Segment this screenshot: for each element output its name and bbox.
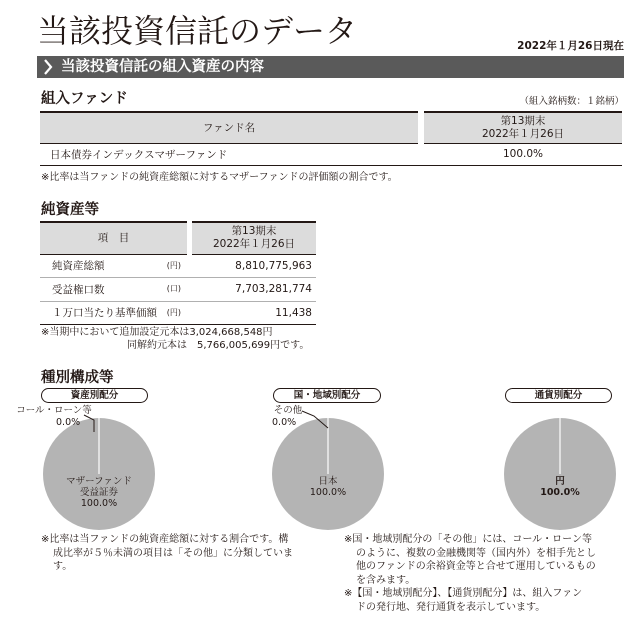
row-value: 11,438: [192, 301, 316, 325]
table-row: [40, 278, 316, 302]
net-assets-note-1: ※当期中において追加設定元本は3,024,668,548円: [41, 327, 273, 338]
funds-section-title: 組入ファンド: [41, 91, 128, 107]
chevron-right-icon: [43, 59, 53, 75]
row-label: [40, 254, 187, 278]
table-row: [40, 254, 316, 278]
net-assets-note-2: 同解約元本は 5,766,005,699円です。: [127, 340, 310, 351]
as-of-date: 2022年１月26日現在: [517, 40, 624, 52]
pie-chart-region: [272, 418, 384, 530]
funds-header-period-label: 第13期末: [500, 114, 546, 127]
net-assets-header-period: [192, 222, 316, 254]
pie-main-label: [504, 476, 616, 498]
composition-note-left-3: す。: [53, 561, 73, 572]
pie-small-value: 0.0%: [272, 417, 297, 428]
pie-main-label-line: 円: [555, 476, 565, 487]
row-unit: (円): [166, 260, 181, 270]
row-label-text: 受益権口数: [52, 283, 105, 296]
leader-line: [80, 414, 100, 432]
pie-small-label: その他: [273, 405, 303, 416]
composition-note-right-3: 他のファンドの余裕資金等と合せて運用しているもの: [356, 561, 596, 572]
row-unit: (円): [166, 307, 181, 317]
row-value: 7,703,281,774: [192, 278, 316, 302]
composition-note-right-4: を含みます。: [356, 574, 416, 586]
funds-count-note: （組入銘柄数：１銘柄）: [519, 96, 624, 107]
net-assets-header-period-label: 第13期末: [231, 225, 277, 238]
pie-main-label: [272, 476, 384, 498]
composition-note-right-5: ※【国・地域別配分】、【通貨別配分】は、組入ファン: [344, 588, 583, 599]
row-label-text: 純資産総額: [52, 260, 105, 273]
composition-note-left-2: 成比率が５％未満の項目は「その他」に分類していま: [53, 547, 293, 559]
net-assets-header-item: 項 目: [40, 222, 187, 254]
composition-note-right-1: ※国・地域別配分の「その他」には、コール・ローン等: [344, 534, 592, 545]
table-row: [40, 301, 316, 325]
fund-value: 100.0%: [424, 143, 622, 165]
pie-main-label-line: マザーファンド: [66, 476, 132, 487]
pie-main-label-line: 受益証券: [79, 487, 118, 498]
funds-header-date: 2022年１月26日: [481, 127, 565, 140]
funds-header-name: ファンド名: [40, 112, 418, 143]
funds-table: [40, 111, 622, 166]
table-row: [40, 143, 622, 165]
composition-note-right-6: ドの発行地、発行通貨を表示しています。: [356, 601, 546, 613]
pie-title-region: 国・地域別配分: [273, 388, 381, 403]
net-assets-table: [40, 221, 316, 325]
page-title: 当該投資信託のデータ: [37, 12, 358, 50]
composition-note-right-2: のように、複数の金融機関等（国内外）を相手先とし: [356, 547, 596, 559]
funds-note: ※比率は当ファンドの純資産総額に対するマザーファンドの評価額の割合です。: [41, 172, 398, 183]
row-label-text: １万口当たり基準価額: [52, 307, 157, 320]
row-label: [40, 301, 187, 325]
row-label: [40, 278, 187, 302]
net-assets-section-title: 純資産等: [41, 202, 99, 218]
pie-title-asset: 資産別配分: [41, 388, 148, 403]
pie-main-label-line: 日本: [318, 476, 338, 487]
pie-main-value: 100.0%: [80, 498, 118, 509]
pie-main-value: 100.0%: [309, 487, 347, 498]
pie-small-value: 0.0%: [56, 417, 81, 428]
composition-section-title: 種別構成等: [41, 370, 114, 386]
section-banner: [37, 56, 624, 78]
fund-name: 日本債券インデックスマザーファンド: [40, 143, 418, 165]
row-value: 8,810,775,963: [192, 254, 316, 278]
pie-chart-currency: [504, 418, 616, 530]
pie-main-value: 100.0%: [540, 487, 580, 498]
composition-note-left-1: ※比率は当ファンドの純資産総額に対する割合です。構: [41, 534, 289, 545]
banner-title: 当該投資信託の組入資産の内容: [61, 59, 264, 75]
pie-small-label: コール・ローン等: [16, 405, 92, 416]
funds-header-period: [424, 112, 622, 143]
row-unit: (口): [166, 284, 181, 293]
pie-main-label: [43, 476, 155, 509]
pie-chart-asset: [43, 418, 155, 530]
leader-line: [298, 410, 332, 430]
pie-title-currency: 通貨別配分: [505, 388, 612, 403]
net-assets-header-date: 2022年１月26日: [212, 238, 296, 251]
